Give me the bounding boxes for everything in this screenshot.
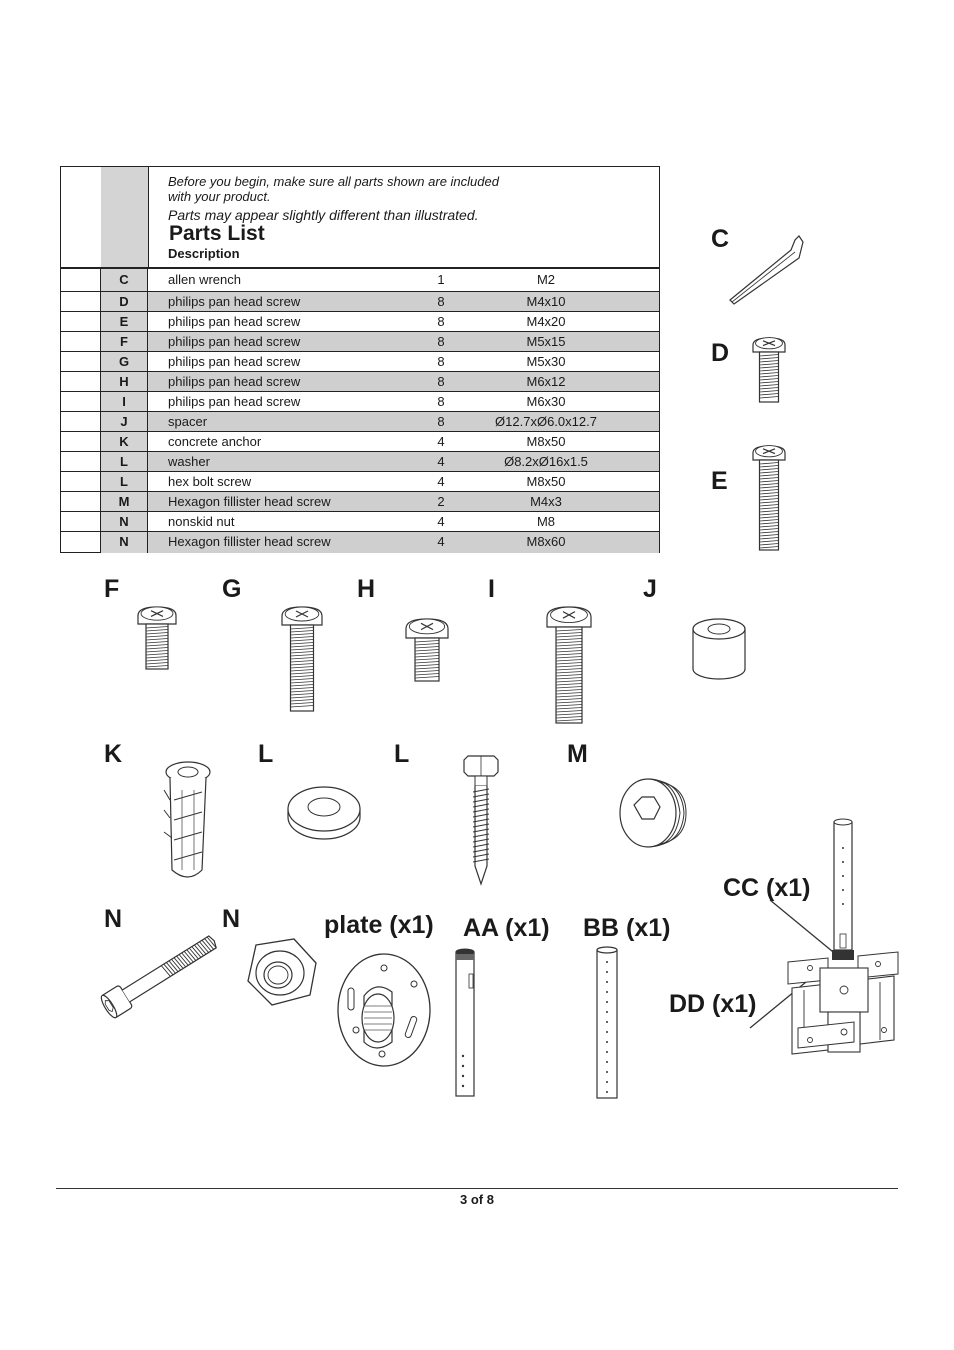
row-blank-cell [61, 372, 101, 391]
part-description-cell: nonskid nut [168, 514, 235, 529]
part-label-aa: AA (x1) [463, 914, 550, 942]
row-blank-cell [61, 452, 101, 471]
part-description-cell: philips pan head screw [168, 374, 301, 389]
part-label-c: C [711, 225, 730, 253]
row-blank-cell [61, 412, 101, 431]
table-blank-column [61, 167, 102, 267]
part-description-cell: philips pan head screw [168, 294, 301, 309]
part-size-cell: M8 [536, 514, 556, 529]
part-label-l-washer: L [258, 740, 274, 768]
part-size-cell: M2 [536, 272, 556, 287]
part-quantity-cell: 2 [437, 494, 445, 509]
part-key-cell: D [101, 292, 148, 311]
part-description-cell: philips pan head screw [168, 314, 301, 329]
part-key-cell: N [101, 512, 148, 531]
table-row [61, 491, 659, 511]
parts-table [60, 166, 660, 553]
part-key-cell: H [101, 372, 148, 391]
row-blank-cell [61, 472, 101, 491]
row-blank-cell [61, 432, 101, 451]
part-size-cell: Ø8.2xØ16x1.5 [504, 454, 588, 469]
part-key-cell: K [101, 432, 148, 451]
part-size-cell: M4x10 [526, 294, 566, 309]
part-label-k: K [104, 740, 123, 768]
part-key-cell: N [101, 532, 148, 553]
hex-bolt-illustration [460, 754, 502, 886]
assembled-bracket-illustration [748, 818, 908, 1074]
part-size-cell: M5x15 [526, 334, 566, 349]
table-row [61, 411, 659, 431]
part-label-l-bolt: L [394, 740, 410, 768]
row-blank-cell [61, 512, 101, 531]
part-size-cell: Ø12.7xØ6.0x12.7 [495, 414, 597, 429]
part-label-n-nut: N [222, 905, 241, 933]
row-blank-cell [61, 312, 101, 331]
part-description-cell: spacer [168, 414, 208, 429]
part-label-bb: BB (x1) [583, 914, 671, 942]
part-label-e: E [711, 467, 728, 495]
description-column-header: Description [168, 246, 240, 261]
table-row [61, 511, 659, 531]
part-label-cc: CC (x1) [723, 874, 811, 902]
part-quantity-cell: 8 [437, 374, 445, 389]
part-description-cell: Hexagon fillister head screw [168, 494, 331, 509]
part-size-cell: M8x50 [526, 474, 566, 489]
part-label-plate: plate (x1) [324, 911, 434, 939]
part-size-cell: M6x12 [526, 374, 566, 389]
part-size-cell: M4x20 [526, 314, 566, 329]
part-description-cell: washer [168, 454, 210, 469]
tube-aa-illustration [452, 946, 482, 1098]
part-description-cell: philips pan head screw [168, 334, 301, 349]
intro-text-line-1: Before you begin, make sure all parts shown are included [168, 174, 499, 189]
washer-illustration [286, 785, 362, 841]
part-label-i: I [488, 575, 495, 603]
parts-table-header [61, 167, 659, 267]
table-row [61, 351, 659, 371]
row-blank-cell [61, 352, 101, 371]
row-blank-cell [61, 532, 101, 553]
allen-wrench-illustration [725, 228, 805, 306]
part-key-cell: I [101, 392, 148, 411]
part-key-cell: C [101, 269, 148, 291]
screw-f-illustration [136, 605, 178, 673]
spacer-illustration [690, 615, 748, 681]
part-size-cell: M5x30 [526, 354, 566, 369]
screw-e-illustration [751, 444, 787, 554]
screw-i-illustration [545, 605, 593, 727]
part-quantity-cell: 4 [437, 514, 445, 529]
part-quantity-cell: 8 [437, 314, 445, 329]
part-label-m: M [567, 740, 588, 768]
nonskid-nut-illustration [244, 937, 320, 1009]
part-description-cell: Hexagon fillister head screw [168, 534, 331, 549]
row-blank-cell [61, 332, 101, 351]
screw-h-illustration [404, 617, 450, 685]
table-row [61, 471, 659, 491]
part-description-cell: concrete anchor [168, 434, 262, 449]
table-row [61, 371, 659, 391]
part-key-cell: J [101, 412, 148, 431]
part-size-cell: M8x60 [526, 534, 566, 549]
part-quantity-cell: 4 [437, 434, 445, 449]
part-size-cell: M6x30 [526, 394, 566, 409]
table-key-column [101, 167, 149, 267]
row-blank-cell [61, 492, 101, 511]
part-description-cell: allen wrench [168, 272, 241, 287]
part-quantity-cell: 1 [437, 272, 445, 287]
row-blank-cell [61, 269, 101, 291]
socket-cap-screw-illustration [96, 936, 216, 1016]
part-size-cell: M8x50 [526, 434, 566, 449]
part-quantity-cell: 8 [437, 334, 445, 349]
page-number: 3 of 8 [460, 1192, 494, 1207]
part-key-cell: M [101, 492, 148, 511]
table-row [61, 431, 659, 451]
table-row [61, 267, 659, 291]
part-quantity-cell: 4 [437, 454, 445, 469]
ceiling-plate-illustration [334, 950, 434, 1070]
part-quantity-cell: 8 [437, 414, 445, 429]
parts-table-body [61, 267, 659, 553]
part-quantity-cell: 4 [437, 474, 445, 489]
screw-g-illustration [280, 605, 324, 715]
table-row [61, 531, 659, 553]
concrete-anchor-illustration [160, 760, 216, 884]
table-row [61, 391, 659, 411]
part-quantity-cell: 8 [437, 294, 445, 309]
parts-list-title: Parts List [169, 222, 265, 245]
footer-divider [56, 1188, 898, 1189]
screw-d-illustration [751, 336, 787, 406]
part-label-n-screw: N [104, 905, 123, 933]
part-description-cell: philips pan head screw [168, 394, 301, 409]
table-row [61, 311, 659, 331]
part-quantity-cell: 8 [437, 394, 445, 409]
part-quantity-cell: 8 [437, 354, 445, 369]
row-blank-cell [61, 392, 101, 411]
part-label-dd: DD (x1) [669, 990, 757, 1018]
part-key-cell: L [101, 452, 148, 471]
part-quantity-cell: 4 [437, 534, 445, 549]
part-key-cell: E [101, 312, 148, 331]
part-label-h: H [357, 575, 376, 603]
tube-bb-illustration [594, 944, 622, 1100]
intro-text-line-2: with your product. [168, 189, 271, 204]
part-label-j: J [643, 575, 657, 603]
table-row [61, 451, 659, 471]
set-screw-illustration [614, 775, 688, 851]
table-row [61, 291, 659, 311]
part-description-cell: philips pan head screw [168, 354, 301, 369]
part-key-cell: L [101, 472, 148, 491]
table-row [61, 331, 659, 351]
intro-text-line-3: Parts may appear slightly different than illustrated. [168, 207, 479, 223]
part-size-cell: M4x3 [530, 494, 562, 509]
part-label-f: F [104, 575, 120, 603]
row-blank-cell [61, 292, 101, 311]
part-label-d: D [711, 339, 730, 367]
part-key-cell: G [101, 352, 148, 371]
part-description-cell: hex bolt screw [168, 474, 252, 489]
part-label-g: G [222, 575, 242, 603]
part-key-cell: F [101, 332, 148, 351]
